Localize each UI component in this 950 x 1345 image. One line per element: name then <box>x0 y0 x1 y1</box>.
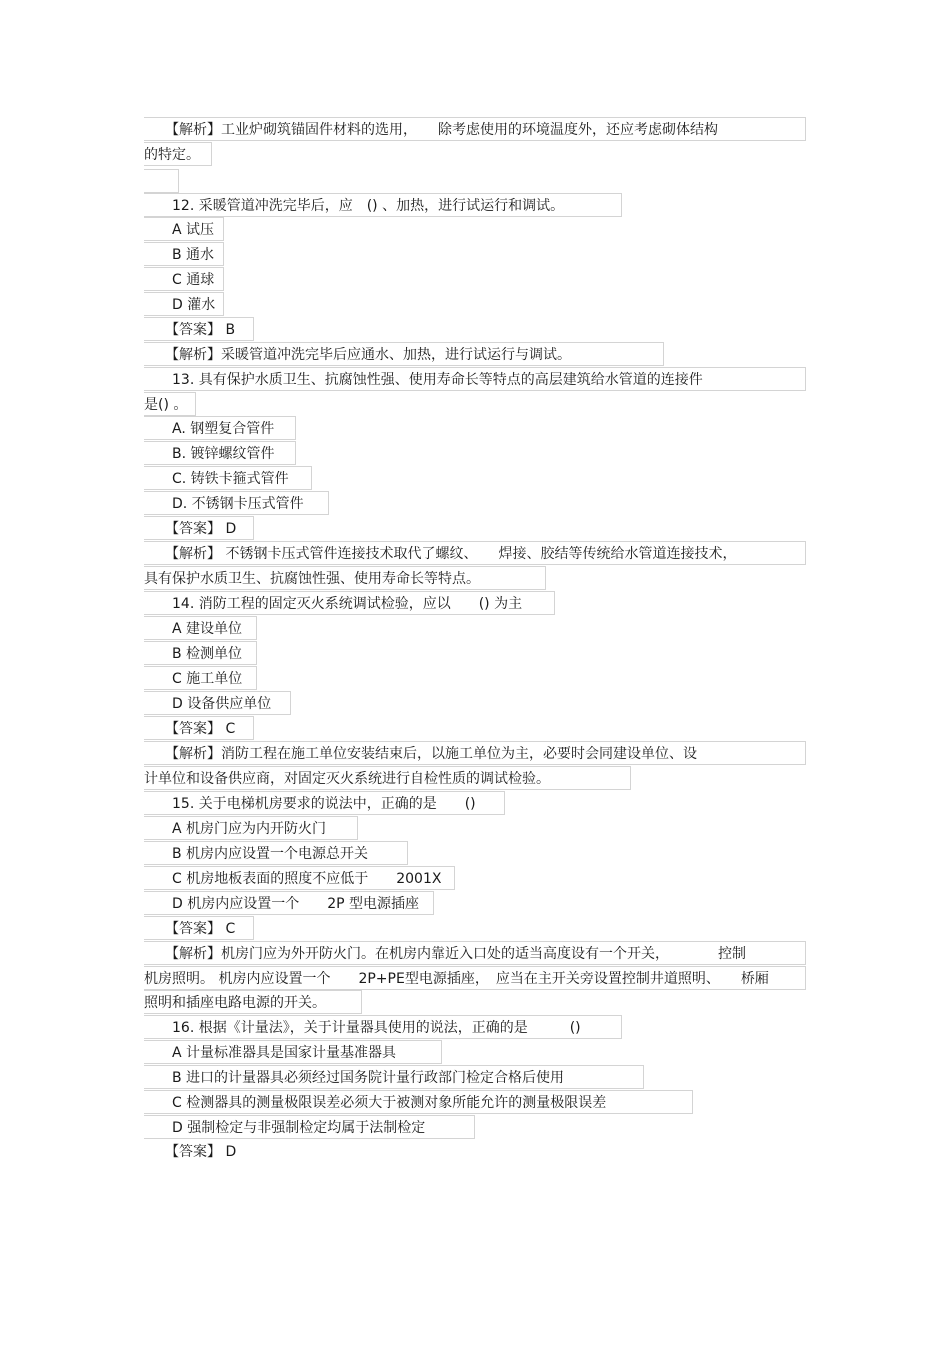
text-line-content: C 检测器具的测量极限误差必须大于被测对象所能允许的测量极限误差 <box>144 1095 607 1111</box>
text-line <box>144 441 296 465</box>
text-line <box>144 916 254 940</box>
text-line <box>144 691 291 715</box>
text-line <box>144 142 212 166</box>
text-line-content: 【解析】工业炉砌筑锚固件材料的选用， 除考虑使用的环境温度外，还应考虑砌体结构 <box>144 122 718 138</box>
text-line-content: C 施工单位 <box>144 671 243 687</box>
text-line-content: C 机房地板表面的照度不应低于 2001X <box>144 871 442 887</box>
text-line <box>144 491 329 515</box>
text-line-content: 机房照明。 机房内应设置一个 2P+PE型电源插座， 应当在主开关旁设置控制井道照明、 桥厢 <box>144 971 769 987</box>
text-line <box>144 392 196 416</box>
text-line-content: 是() 。 <box>144 397 188 413</box>
text-line <box>144 242 224 266</box>
text-line-content: D 灌水 <box>144 297 216 313</box>
text-line <box>144 292 224 316</box>
text-line <box>144 193 622 217</box>
text-line <box>144 990 362 1014</box>
text-line <box>144 791 505 815</box>
text-line <box>144 1065 644 1089</box>
text-line-content: C 通球 <box>144 272 215 288</box>
text-line <box>144 1090 693 1114</box>
text-line-content: 15. 关于电梯机房要求的说法中，正确的是 () <box>144 796 476 812</box>
text-line-content: A 建设单位 <box>144 621 243 637</box>
text-line-content: 【答案】 B <box>144 322 236 338</box>
text-line <box>144 866 455 890</box>
text-line-content: 16. 根据《计量法》，关于计量器具使用的说法，正确的是 () <box>144 1020 581 1036</box>
text-line <box>144 267 224 291</box>
text-line-content: A 计量标准器具是国家计量基准器具 <box>144 1045 397 1061</box>
text-line <box>144 741 806 765</box>
text-line <box>144 766 631 790</box>
text-line-content: C. 铸铁卡箍式管件 <box>144 471 289 487</box>
text-line-content: 12. 采暖管道冲洗完毕后，应 () 、加热，进行试运行和调试。 <box>144 198 565 214</box>
text-line <box>144 1040 442 1064</box>
text-line <box>144 641 257 665</box>
text-line <box>144 816 358 840</box>
text-line-content: 【答案】 D <box>144 1144 237 1160</box>
text-line <box>144 541 806 565</box>
text-line-content: 【答案】 C <box>144 721 236 737</box>
text-line-content: 照明和插座电路电源的开关。 <box>144 995 326 1011</box>
text-line-content: 的特定。 <box>144 147 200 163</box>
text-line-content: 【解析】机房门应为外开防火门。在机房内靠近入口处的适当高度设有一个开关， 控制 <box>144 946 746 962</box>
text-line <box>144 117 806 141</box>
text-line-content: 13. 具有保护水质卫生、抗腐蚀性强、使用寿命长等特点的高层建筑给水管道的连接件 <box>144 372 703 388</box>
text-line <box>144 666 257 690</box>
text-line-content: B. 镀锌螺纹管件 <box>144 446 275 462</box>
text-line <box>144 342 664 366</box>
text-line-content: A 试压 <box>144 222 215 238</box>
text-line-content: B 进口的计量器具必须经过国务院计量行政部门检定合格后使用 <box>144 1070 565 1086</box>
text-line <box>144 466 312 490</box>
text-line-content: D 机房内应设置一个 2P 型电源插座 <box>144 896 420 912</box>
text-line <box>144 516 254 540</box>
text-line-content: B 机房内应设置一个电源总开关 <box>144 846 369 862</box>
text-line <box>144 716 254 740</box>
text-line <box>144 1115 475 1139</box>
text-line <box>144 217 224 241</box>
text-line-content: B 检测单位 <box>144 646 243 662</box>
text-line-content: A 机房门应为内开防火门 <box>144 821 327 837</box>
text-line-content: 【解析】消防工程在施工单位安装结束后，以施工单位为主，必要时会同建设单位、设 <box>144 746 697 762</box>
text-line <box>144 941 806 965</box>
text-line <box>144 416 296 440</box>
text-line-content: D. 不锈钢卡压式管件 <box>144 496 304 512</box>
text-line <box>144 841 408 865</box>
text-line-content: 【解析】采暖管道冲洗完毕后应通水、加热，进行试运行与调试。 <box>144 347 571 363</box>
text-line <box>144 566 546 590</box>
text-line-content: D 强制检定与非强制检定均属于法制检定 <box>144 1120 426 1136</box>
text-line-content: D 设备供应单位 <box>144 696 272 712</box>
text-line <box>144 1140 254 1164</box>
text-line-content: 计单位和设备供应商，对固定灭火系统进行自检性质的调试检验。 <box>144 771 550 787</box>
text-line <box>144 317 254 341</box>
text-line <box>144 616 257 640</box>
text-line-content: B 通水 <box>144 247 215 263</box>
text-line <box>144 891 434 915</box>
text-line <box>144 367 806 391</box>
text-line-content: 【答案】 C <box>144 921 236 937</box>
text-line <box>144 1015 622 1039</box>
text-line-content: A. 钢塑复合管件 <box>144 421 275 437</box>
text-line <box>144 591 555 615</box>
text-line <box>144 169 179 193</box>
text-line <box>144 966 806 990</box>
text-line-content: 14. 消防工程的固定灭火系统调试检验，应以 () 为主 <box>144 596 523 612</box>
text-line-content: 具有保护水质卫生、抗腐蚀性强、使用寿命长等特点。 <box>144 571 480 587</box>
text-line-content: 【答案】 D <box>144 521 237 537</box>
text-line-content: 【解析】 不锈钢卡压式管件连接技术取代了螺纹、 焊接、胶结等传统给水管道连接技术， <box>144 546 737 562</box>
